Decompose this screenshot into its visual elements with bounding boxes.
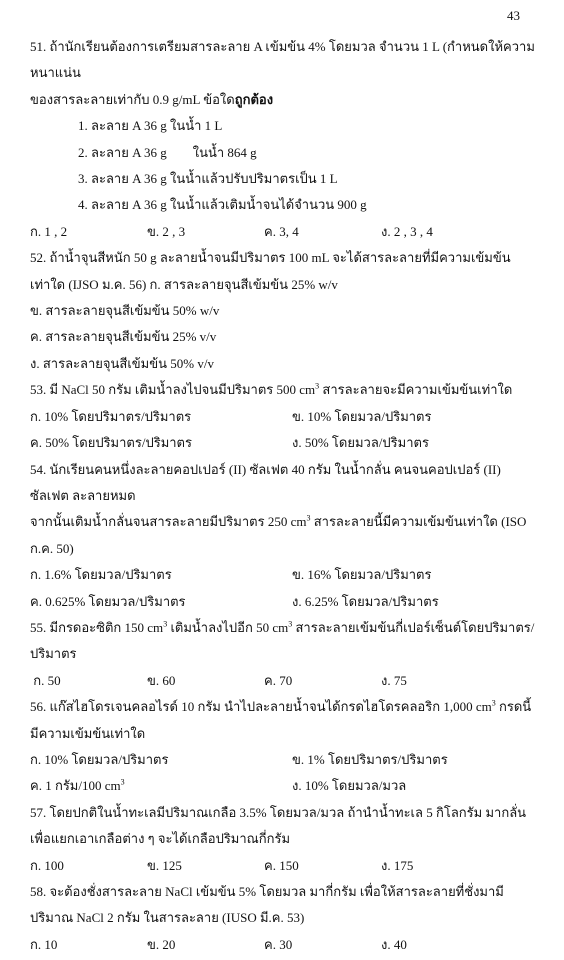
question-51-option-b: ข. 2 , 3: [147, 223, 186, 239]
question-53-options-row-1: [30, 404, 534, 430]
question-55-stem-line-2: ปริมาตร: [30, 646, 77, 662]
question-51-stem-line-1: 51. ถ้านักเรียนต้องการเตรียมสารละลาย A เข้มข้น 4% โดยมวล จำนวน 1 L (กำหนดให้ความ: [30, 39, 535, 54]
question-56-stem-text: 56. แก๊สไฮโดรเจนคลอไรด์ 10 กรัม นำไปละลายน้ำจนได้กรดไฮโดรคลอริก 1,000 cm: [30, 699, 492, 715]
question-55-option-a: ก. 50: [30, 672, 61, 688]
question-55-stem-text: 55. มีกรดอะซิติก 150 cm: [30, 619, 164, 635]
question-51-statement-3: 3. ละลาย A 36 g ในน้ำแล้วปรับปริมาตรเป็น 1 L: [78, 171, 338, 187]
question-51-options: [30, 219, 534, 245]
question-56-option-d: ง. 10% โดยมวล/มวล: [292, 778, 407, 794]
question-53-stem: [30, 377, 534, 403]
question-57-option-c: ค. 150: [264, 857, 299, 873]
question-55-option-c: ค. 70: [264, 672, 293, 688]
question-53-option-a: ก. 10% โดยปริมาตร/ปริมาตร: [30, 408, 192, 424]
question-54-stem-line-2: ซัลเฟต ละลายหมด: [30, 487, 136, 503]
question-55-stem-middle: เติมน้ำลงไปอีก 50 cm: [167, 619, 289, 635]
question-54-stem-line-1: 54. นักเรียนคนหนึ่งละลายคอปเปอร์ (II) ซัลเฟต 40 กรัม ในน้ำกลั่น คนจนคอปเปอร์ (II): [30, 461, 501, 477]
question-52-option-d: ง. สารละลายจุนสีเข้มข้น 50% v/v: [30, 355, 214, 371]
question-55-superscript-2: 3: [288, 619, 293, 629]
question-56-option-b: ข. 1% โดยปริมาตร/ปริมาตร: [292, 751, 448, 767]
question-51-emphasis: ถูกต้อง: [234, 91, 274, 107]
question-53-option-c: ค. 50% โดยปริมาตร/ปริมาตร: [30, 435, 192, 451]
question-51-statement-2: 2. ละลาย A 36 g ในน้ำ 864 g: [78, 144, 257, 160]
question-57-option-a: ก. 100: [30, 857, 64, 873]
question-57-option-d: ง. 175: [381, 857, 414, 873]
question-56-stem-line-1: [30, 694, 534, 720]
document-body: [30, 34, 534, 958]
question-52-stem-line-2: เท่าใด (IJSO ม.ค. 56) ก. สารละลายจุนสีเข้มข้น 25% w/v: [30, 276, 338, 292]
question-58-option-c: ค. 30: [264, 936, 293, 952]
question-51-statement-4: 4. ละลาย A 36 g ในน้ำแล้วเติมน้ำจนได้จำนวน 900 g: [78, 197, 367, 213]
question-54-superscript: 3: [306, 513, 311, 523]
page-number: 43: [507, 8, 520, 23]
question-54-option-c: ค. 0.625% โดยมวล/ปริมาตร: [30, 593, 186, 609]
question-51-option-d: ง. 2 , 3 , 4: [381, 223, 433, 239]
question-56-options-row-2: [30, 773, 534, 799]
question-53-superscript: 3: [315, 381, 320, 391]
question-53-option-b: ข. 10% โดยมวล/ปริมาตร: [292, 408, 432, 424]
question-56-option-c-text: ค. 1 กรัม/100 cm: [30, 778, 121, 794]
question-52-option-c: ค. สารละลายจุนสีเข้มข้น 25% v/v: [30, 329, 217, 345]
question-56-option-a: ก. 10% โดยมวล/ปริมาตร: [30, 751, 169, 767]
question-56-option-c-superscript: 3: [120, 778, 125, 788]
question-51-option-c: ค. 3, 4: [264, 223, 299, 239]
question-54-options-row-2: [30, 589, 534, 615]
question-52-stem-line-1: 52. ถ้าน้ำจุนสีหนัก 50 g ละลายน้ำจนมีปริมาตร 100 mL จะได้สารละลายที่มีความเข้มข้น: [30, 250, 511, 266]
question-57-stem-line-1: 57. โดยปกติในน้ำทะเลมีปริมาณเกลือ 3.5% โดยมวล/มวล ถ้านำน้ำทะเล 5 กิโลกรัม มากลั่น: [30, 804, 527, 820]
question-56-stem-line-2: มีความเข้มข้นเท่าใด: [30, 725, 146, 741]
question-56-option-c: [30, 773, 292, 799]
question-55-superscript-1: 3: [163, 619, 168, 629]
question-54-option-a: ก. 1.6% โดยมวล/ปริมาตร: [30, 567, 172, 583]
question-56-superscript: 3: [491, 698, 496, 708]
question-54-option-b: ข. 16% โดยมวล/ปริมาตร: [292, 567, 432, 583]
question-55-option-d: ง. 75: [381, 672, 407, 688]
question-57-stem-line-2: เพื่อแยกเอาเกลือต่าง ๆ จะได้เกลือปริมาณกี่กรัม: [30, 831, 291, 847]
question-55-stem-tail: สารละลายเข้มข้นกี่เปอร์เซ็นต์โดยปริมาตร/: [292, 619, 535, 635]
question-55-option-b: ข. 60: [147, 672, 176, 688]
question-58-option-a: ก. 10: [30, 936, 58, 952]
question-54-stem-line-4: ก.ค. 50): [30, 540, 74, 556]
question-53-options-row-2: [30, 430, 534, 456]
question-51-option-a: ก. 1 , 2: [30, 223, 68, 239]
question-58-options: [30, 932, 534, 958]
question-57-option-b: ข. 125: [147, 857, 182, 873]
question-58-stem-line-1: 58. จะต้องชั่งสารละลาย NaCl เข้มข้น 5% โดยมวล มากี่กรัม เพื่อให้สารละลายที่ชั่งมามี: [30, 884, 504, 899]
question-58-option-d: ง. 40: [381, 936, 407, 952]
question-53-stem-tail: สารละลายจะมีความเข้มข้นเท่าใด: [319, 382, 513, 398]
question-51-stem-text: ของสารละลายเท่ากับ 0.9 g/mL ข้อใด: [30, 91, 235, 107]
question-58-option-b: ข. 20: [147, 936, 176, 952]
question-54-stem-text: จากนั้นเติมน้ำกลั่นจนสารละลายมีปริมาตร 250 cm: [30, 514, 307, 530]
question-51-stem-line-2: หนาแน่น: [30, 65, 81, 81]
question-58-stem-line-2: ปริมาณ NaCl 2 กรัม ในสารละลาย (IUSO มี.ค. 53): [30, 910, 305, 926]
question-55-stem-line-1: [30, 615, 534, 641]
question-55-options: [30, 668, 534, 694]
question-53-stem-text: 53. มี NaCl 50 กรัม เติมน้ำลงไปจนมีปริมาตร 500 cm: [30, 382, 316, 398]
question-54-stem-line-3: [30, 509, 534, 535]
question-54-options-row-1: [30, 562, 534, 588]
question-56-stem-tail: กรดนี้: [495, 699, 532, 715]
question-56-options-row-1: [30, 747, 534, 773]
question-51-stem-line-3: [30, 87, 534, 113]
question-54-stem-tail: สารละลายนี้มีความเข้มข้นเท่าใด (ISO: [310, 514, 527, 530]
question-54-option-d: ง. 6.25% โดยมวล/ปริมาตร: [292, 593, 439, 609]
question-52-option-b: ข. สารละลายจุนสีเข้มข้น 50% w/v: [30, 303, 220, 319]
question-51-statement-1: 1. ละลาย A 36 g ในน้ำ 1 L: [78, 118, 223, 134]
question-53-option-d: ง. 50% โดยมวล/ปริมาตร: [292, 435, 429, 451]
question-57-options: [30, 853, 534, 879]
